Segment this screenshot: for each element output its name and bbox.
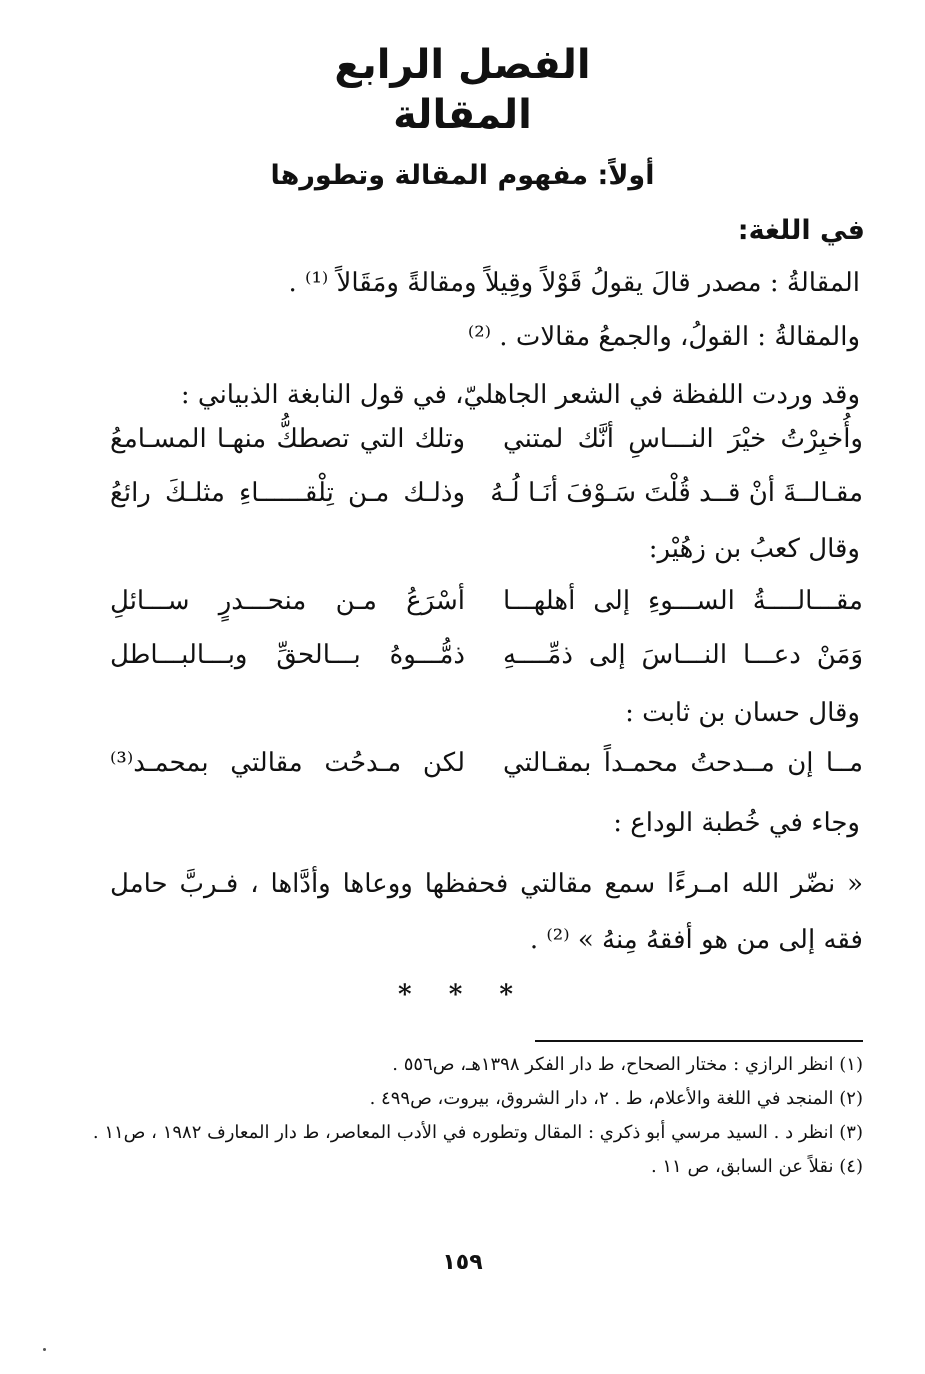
verse-first-hemistich: مقـــالــــةُ الســـوءِ إلى أهلهـــا [503,586,863,616]
verse-second-hemistich: أسْرَعُ مـن منحـــدرٍ ســـائلِ [110,586,465,616]
verse-first-hemistich: وَمَنْ دعـــا النـــاسَ إلى ذمِّــــهِ [503,640,863,670]
verse-second-hemistich: وتلك التي تصطكُّ منهـا المسـامعُ [110,424,465,454]
scan-speck [43,1348,46,1351]
verse-first-hemistich: وأُخبِرْتُ خيْرَ النـــاسِ أنَّك لمتني [503,424,863,454]
footnote-3: (٣) انظر د . السيد مرسي أبو ذكري : المقال وتطوره في الأدب المعاصر، ط دار المعارف ١٩٨٢ ، ص١١ . [92,1122,863,1143]
chapter-title: الفصل الرابع [334,42,591,88]
footnote-1: (١) انظر الرازي : مختار الصحاح، ط دار الفكر ١٣٩٨هـ، ص٥٥٦ . [392,1054,863,1075]
verse-second-hemistich: ذمُّـــوهُ بـــالحقِّ وبـــالبـــاطل [110,640,465,670]
verse-kaab-2 [110,640,863,686]
section-separator: * * * [398,980,527,1010]
verse-first-hemistich: مقـالــةَ أنْ قــد قُلْتَ سَـوْفَ أنَـا لُـهُ [490,478,863,508]
verse-kaab-1 [110,586,863,632]
verse-second-hemistich: وذلـك مـن تِلْقــــــاءِ مثلـكَ رائعُ [110,478,465,508]
intro-kaab: وقال كعبُ بن زهُيْر: [648,534,860,564]
verse-nabigha-1 [110,424,863,470]
verse-first-hemistich: مــا إن مــدحتُ محمـداً بمقـالتي [503,748,863,778]
footnote-rule [535,1040,863,1042]
definition-1: المقالةُ : مصدر قالَ يقولُ قَوْلاً وقِيلاً ومقالةً ومَقَالاً ⁽¹⁾ . [288,268,860,298]
verse-nabigha-2 [110,478,863,524]
intro-nabigha: وقد وردت اللفظة في الشعر الجاهليّ، في قول النابغة الذبياني : [180,380,860,410]
verse-hassan-1 [110,748,863,794]
definition-2: والمقالةُ : القولُ، والجمعُ مقالات . ⁽²⁾ [467,322,860,352]
footnote-4: (٤) نقلاً عن السابق، ص ١١ . [650,1156,863,1177]
chapter-subtitle: المقالة [393,92,532,138]
intro-khutba: وجاء في خُطبة الوداع : [613,808,860,838]
hadith-paragraph: « نضّر الله امـرءًا سمع مقالتي فحفظها ووعاها وأدَّاها ، فـربَّ حامل فقه إلى من هو أفقهُ مِنهُ » ⁽²⁾ . [110,869,863,955]
intro-hassan: وقال حسان بن ثابت : [625,698,860,728]
language-heading: في اللغة: [737,215,865,246]
page-number: ١٥٩ [442,1250,483,1275]
footnote-2: (٢) المنجد في اللغة والأعلام، ط . ٢، دار الشروق، بيروت، ص٤٩٩ . [369,1088,863,1109]
verse-second-hemistich: لكن مـدحُت مقالتي بمحمـد⁽³⁾ [110,748,465,778]
section-heading: أولاً: مفهوم المقالة وتطورها [270,160,655,191]
